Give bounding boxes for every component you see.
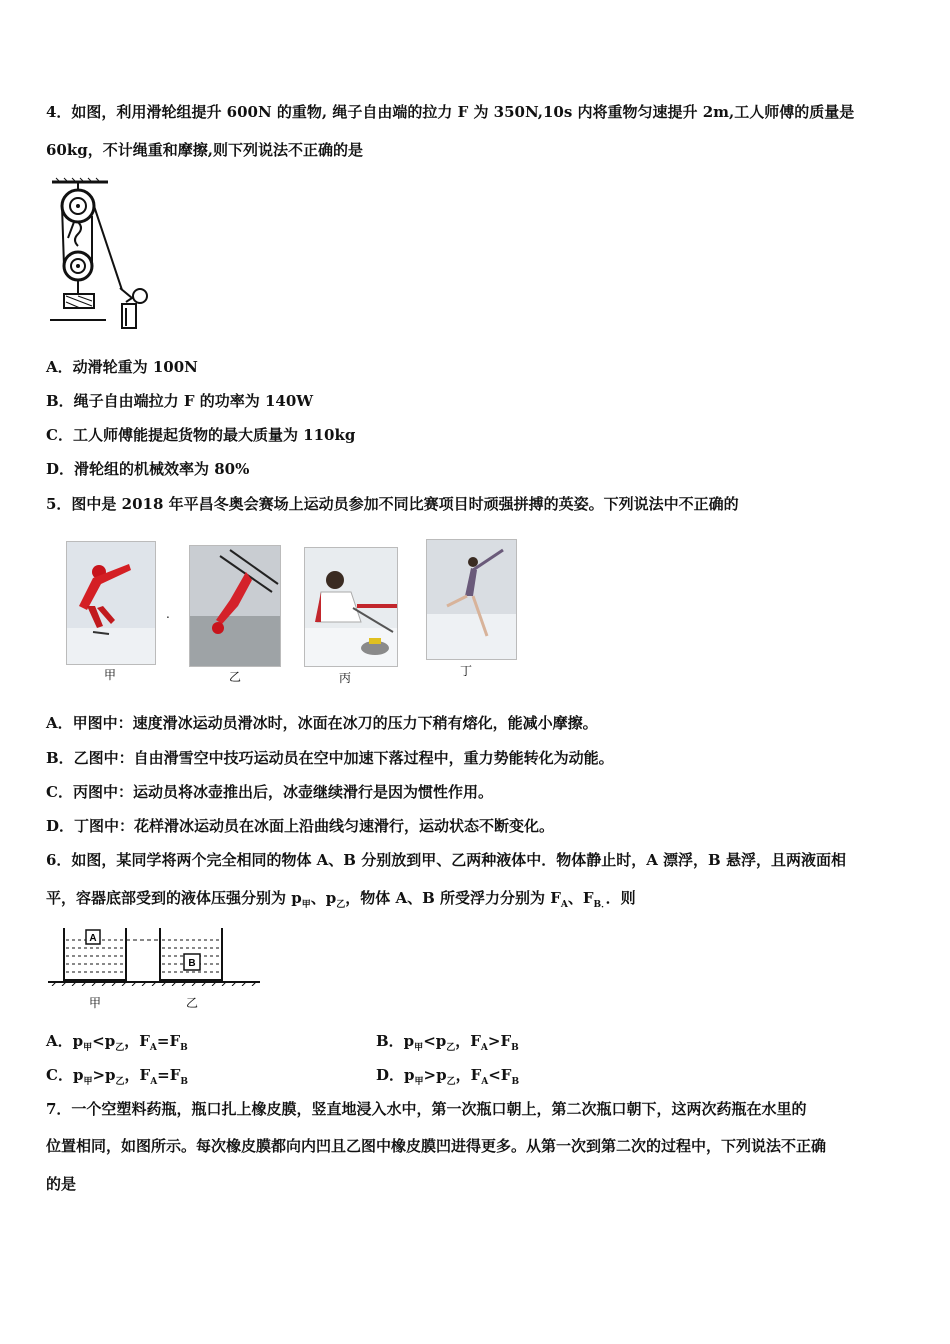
q7-stem-line1: 7．一个空塑料药瓶，瓶口扎上橡皮膜，竖直地浸入水中，第一次瓶口朝上，第二次瓶口朝下，这两次药瓶在水里的 [46, 1100, 807, 1118]
liquid-containers-figure [48, 924, 260, 986]
q4-stem-line2: 60kg，不计绳重和摩擦,则下列说法不正确的是 [46, 141, 363, 159]
q4-option-b: B．绳子自由端拉力 F 的功率为 140W [46, 392, 314, 410]
q6-option-b: B．$p_甲<p_乙$，$F_A>F_B$ [376, 1032, 519, 1053]
box-a-label: A [89, 933, 97, 944]
q6-stem-line1: 6．如图，某同学将两个完全相同的物体 A、B 分别放到甲、乙两种液体中．物体静止时，A 漂浮，B 悬浮，且两液面相 [46, 851, 846, 869]
speed-skating-photo [66, 541, 156, 665]
q4-option-d: D．滑轮组的机械效率为 80% [46, 460, 250, 478]
container-caption-jia: 甲 [89, 996, 102, 1010]
aerial-skiing-photo [189, 545, 281, 667]
pulley-system-figure [48, 176, 158, 336]
photo-caption-yi: 乙 [229, 670, 242, 684]
figure-skating-photo [426, 539, 517, 660]
box-b-label: B [188, 958, 196, 969]
q5-option-d: D．丁图中：花样滑冰运动员在冰面上沿曲线匀速滑行，运动状态不断变化。 [46, 817, 555, 835]
q7-stem-line3: 的是 [46, 1175, 77, 1193]
photo-caption-bing: 丙 [339, 671, 352, 685]
decorative-dot: . [166, 607, 170, 621]
q6-option-c: C．$p_甲>p_乙$，$F_A=F_B$ [46, 1066, 188, 1087]
container-caption-yi: 乙 [186, 996, 199, 1010]
q5-option-b: B．乙图中：自由滑雪空中技巧运动员在空中加速下落过程中，重力势能转化为动能。 [46, 749, 614, 767]
q7-stem-line2: 位置相同，如图所示。每次橡皮膜都向内凹且乙图中橡皮膜凹进得更多。从第一次到第二次的过程中，下列说法不正确 [46, 1137, 827, 1155]
q4-stem-line1: 4．如图，利用滑轮组提升 600N 的重物, 绳子自由端的拉力 F 为 350N,10s 内将重物匀速提升 2m,工人师傅的质量是 [46, 103, 855, 121]
q6-option-a: A．$p_甲<p_乙$，$F_A=F_B$ [46, 1032, 188, 1053]
q5-stem-line1: 5．图中是 2018 年平昌冬奥会赛场上运动员参加不同比赛项目时顽强拼搏的英姿。下列说法中不正确的 [46, 495, 739, 513]
q6-stem-line2: 平，容器底部受到的液体压强分别为 $p_甲$、$p_乙$，物体 A、B 所受浮力分别为 $F_A$、$F_{B.}$．则 [46, 889, 636, 910]
photo-caption-ding: 丁 [460, 664, 473, 678]
curling-photo [304, 547, 398, 667]
q5-option-c: C．丙图中：运动员将冰壶推出后，冰壶继续滑行是因为惯性作用。 [46, 783, 493, 801]
q4-option-a: A．动滑轮重为 100N [46, 358, 198, 376]
q5-option-a: A．甲图中：速度滑冰运动员滑冰时，冰面在冰刀的压力下稍有熔化，能减小摩擦。 [46, 714, 598, 732]
q6-option-d: D．$p_甲>p_乙$，$F_A<F_B$ [376, 1066, 520, 1087]
photo-caption-jia: 甲 [104, 668, 117, 682]
q4-option-c: C．工人师傅能提起货物的最大质量为 110kg [46, 426, 356, 444]
